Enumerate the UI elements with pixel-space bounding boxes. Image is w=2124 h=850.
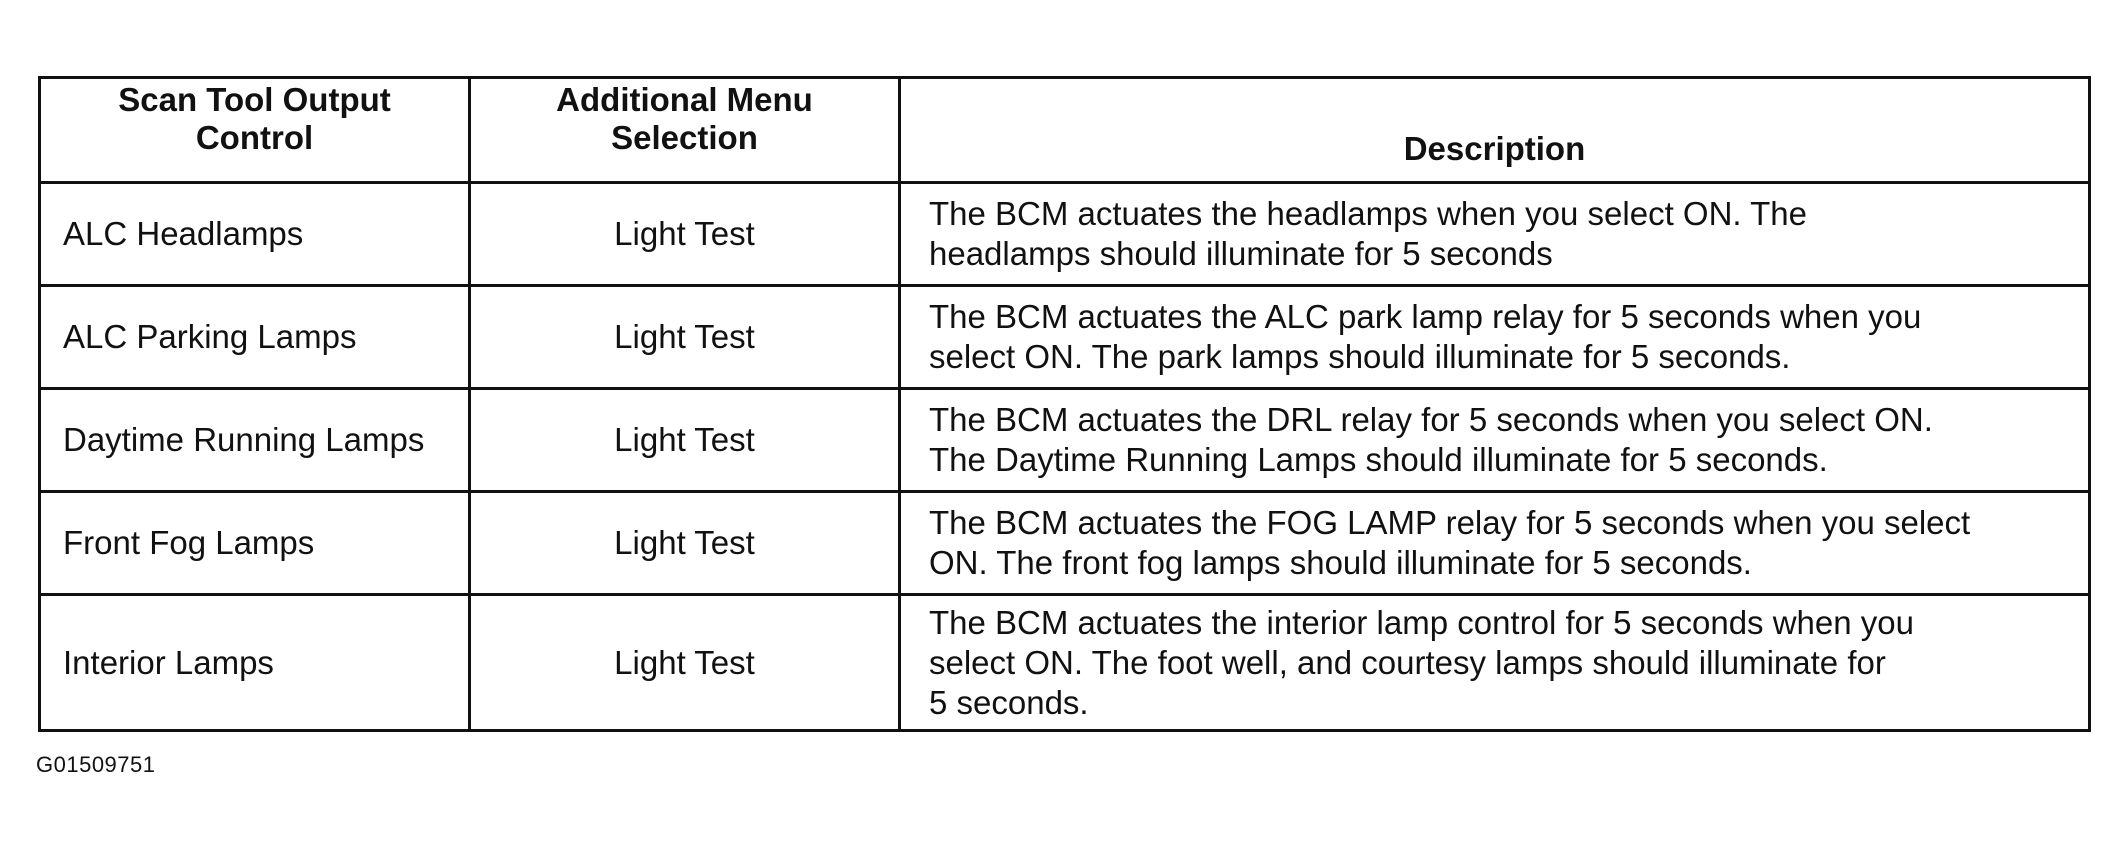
description-line: The BCM actuates the ALC park lamp relay for 5 seconds when you bbox=[929, 298, 1922, 335]
table-header-row bbox=[40, 78, 2090, 183]
cell-menu-selection: Light Test bbox=[470, 389, 900, 492]
cell-menu-selection: Light Test bbox=[470, 492, 900, 595]
header-text-line: Control bbox=[195, 119, 314, 156]
header-text-line: Additional Menu bbox=[556, 81, 813, 118]
cell-menu-selection: Light Test bbox=[470, 595, 900, 731]
cell-control: Interior Lamps bbox=[40, 595, 470, 731]
table-row bbox=[40, 286, 2090, 389]
cell-description bbox=[900, 595, 2090, 731]
cell-description bbox=[900, 492, 2090, 595]
table-row bbox=[40, 389, 2090, 492]
description-line: The BCM actuates the headlamps when you select ON. The bbox=[929, 195, 1808, 232]
cell-description bbox=[900, 286, 2090, 389]
description-line: select ON. The foot well, and courtesy lamps should illuminate for bbox=[929, 643, 1886, 681]
cell-menu-selection: Light Test bbox=[470, 183, 900, 286]
header-scan-tool-output-control bbox=[40, 78, 470, 183]
header-text-line: Scan Tool Output bbox=[118, 81, 391, 118]
output-control-table-container bbox=[38, 76, 2088, 732]
cell-control: Daytime Running Lamps bbox=[40, 389, 470, 492]
cell-description bbox=[900, 183, 2090, 286]
description-line: The BCM actuates the FOG LAMP relay for 5 seconds when you select bbox=[929, 504, 1971, 541]
cell-menu-selection: Light Test bbox=[470, 286, 900, 389]
description-line: ON. The front fog lamps should illuminate for 5 seconds. bbox=[929, 544, 1752, 581]
cell-control: ALC Headlamps bbox=[40, 183, 470, 286]
table-row bbox=[40, 183, 2090, 286]
header-text-line: Selection bbox=[611, 119, 758, 156]
cell-description bbox=[900, 389, 2090, 492]
description-line: The Daytime Running Lamps should illuminate for 5 seconds. bbox=[929, 441, 1828, 478]
description-line: The BCM actuates the DRL relay for 5 seconds when you select ON. bbox=[929, 401, 1933, 438]
header-description: Description bbox=[900, 78, 2090, 183]
figure-id: G01509751 bbox=[36, 752, 156, 777]
table-row bbox=[40, 595, 2090, 731]
description-line: 5 seconds. bbox=[929, 683, 1089, 721]
cell-control: ALC Parking Lamps bbox=[40, 286, 470, 389]
description-line: headlamps should illuminate for 5 seconds bbox=[929, 235, 1553, 272]
table-row bbox=[40, 492, 2090, 595]
description-line: select ON. The park lamps should illuminate for 5 seconds. bbox=[929, 338, 1791, 375]
header-additional-menu-selection bbox=[470, 78, 900, 183]
cell-control: Front Fog Lamps bbox=[40, 492, 470, 595]
description-line: The BCM actuates the interior lamp control for 5 seconds when you bbox=[929, 603, 1914, 641]
output-control-table bbox=[38, 76, 2091, 732]
